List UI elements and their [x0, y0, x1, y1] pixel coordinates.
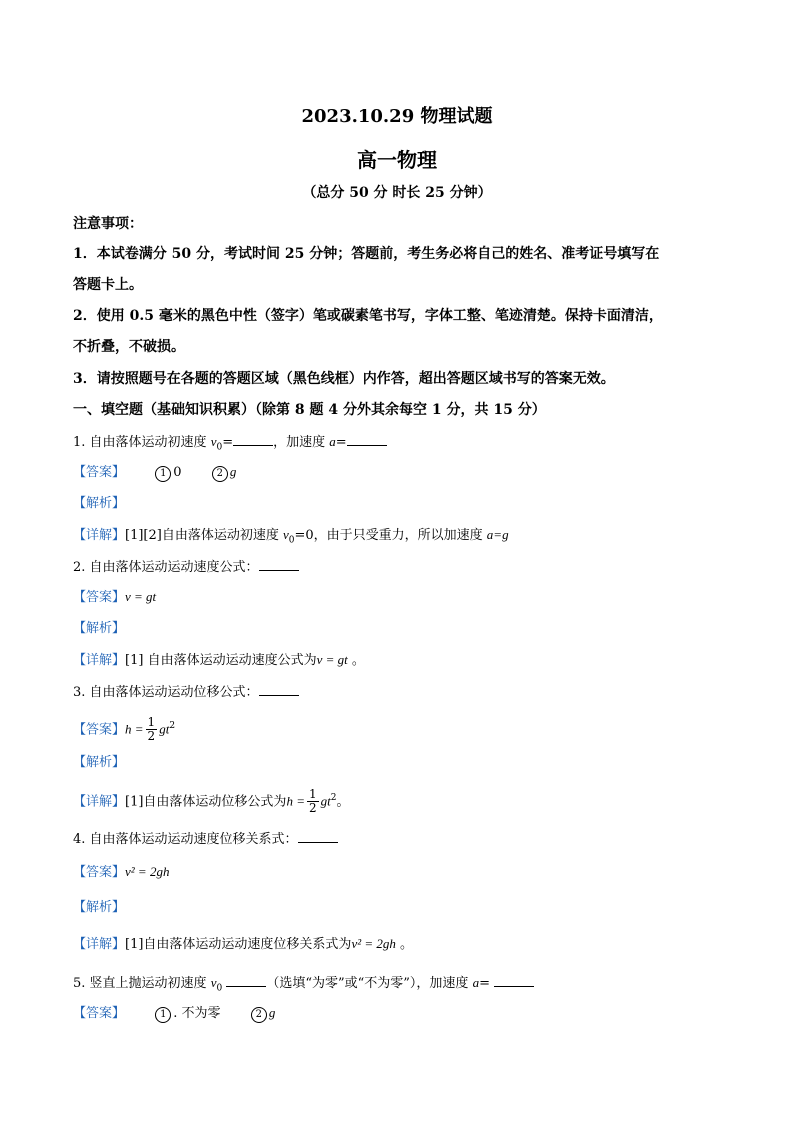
- analysis-tag: 【解析】: [73, 755, 126, 770]
- circled-number-icon: 1: [155, 1007, 171, 1023]
- answer-4: 【答案】v² = 2gh: [73, 864, 170, 880]
- answer-tag: 【答案】: [73, 865, 126, 880]
- notice-item: 答题卡上。: [73, 277, 143, 293]
- answer-blank[interactable]: [259, 556, 299, 571]
- detail-tag: 【详解】: [73, 794, 126, 810]
- question-2: 2. 自由落体运动运动速度公式：: [73, 556, 733, 578]
- answer-tag: 【答案】: [73, 590, 126, 605]
- circled-number-icon: 1: [155, 466, 171, 482]
- analysis-2: [73, 619, 733, 639]
- answer-blank[interactable]: [233, 431, 273, 446]
- answer-blank[interactable]: [494, 972, 534, 987]
- notice-item: 3．请按照题号在各题的答题区域（黑色线框）内作答，超出答题区域书写的答案无效。: [73, 371, 615, 387]
- answer-5: 【答案】 1 . 不为零 2 g: [73, 1005, 276, 1021]
- question-4: 4. 自由落体运动运动速度位移关系式：: [73, 828, 733, 850]
- fraction: $\frac{1}{2}$: [308, 787, 317, 816]
- answer-3: 【答案】h = $\frac{1}{2}$ $gt^2$: [73, 715, 176, 744]
- answer-blank[interactable]: [226, 972, 266, 987]
- question-3: 3. 自由落体运动运动位移公式：: [73, 681, 733, 703]
- answer-1: 【答案】 1 0 2 g: [73, 464, 237, 480]
- answer-tag: 【答案】: [73, 1006, 126, 1021]
- question-5: 5. 竖直上抛运动初速度 $v_0$ （选填“为零”或“不为零”），加速度 a=: [73, 972, 733, 999]
- section-heading: 一、填空题（基础知识积累）（除第 8 题 4 分外其余每空 1 分，共 15 分）: [73, 402, 546, 418]
- detail-tag: 【详解】: [73, 528, 126, 543]
- detail-3: 【详解】[1]自由落体运动位移公式为h = $\frac{1}{2}$ $gt^2$。: [73, 787, 350, 816]
- question-1: 1. 自由落体运动初速度 $v_0=$ ，加速度 a=: [73, 431, 733, 458]
- analysis-3: [73, 753, 733, 773]
- detail-tag: 【详解】: [73, 937, 126, 952]
- circled-number-icon: 2: [251, 1007, 267, 1023]
- fraction: $\frac{1}{2}$: [147, 715, 156, 744]
- detail-2: 【详解】[1] 自由落体运动运动速度公式为v = gt 。: [73, 652, 365, 668]
- detail-tag: 【详解】: [73, 653, 126, 668]
- analysis-tag: 【解析】: [73, 496, 126, 511]
- analysis-1: [73, 494, 733, 514]
- page-title: 2023.10.29 物理试题: [301, 106, 493, 127]
- answer-tag: 【答案】: [73, 465, 126, 480]
- page-subtitle: 高一物理: [357, 148, 437, 172]
- circled-number-icon: 2: [212, 466, 228, 482]
- notice-item: 2．使用 0.5 毫米的黑色中性（签字）笔或碳素笔书写，字体工整、笔迹清楚。保持卡面清洁，: [73, 308, 663, 324]
- analysis-tag: 【解析】: [73, 621, 126, 636]
- answer-blank[interactable]: [298, 828, 338, 843]
- notice-item: 1．本试卷满分 50 分，考试时间 25 分钟；答题前，考生务必将自己的姓名、准考证号填写在: [73, 246, 660, 262]
- answer-2: 【答案】v = gt: [73, 589, 157, 605]
- notice-item: 不折叠，不破损。: [73, 339, 185, 355]
- exam-meta: （总分 50 分 时长 25 分钟）: [302, 185, 492, 201]
- answer-blank[interactable]: [259, 681, 299, 696]
- detail-1: 【详解】[1][2]自由落体运动初速度 $v_0=0$，由于只受重力，所以加速度 a=g: [73, 527, 509, 546]
- analysis-tag: 【解析】: [73, 900, 126, 915]
- answer-blank[interactable]: [347, 431, 387, 446]
- answer-tag: 【答案】: [73, 722, 126, 738]
- detail-4: 【详解】[1]自由落体运动运动速度位移关系式为v² = 2gh 。: [73, 936, 414, 952]
- notice-heading: 注意事项：: [73, 216, 143, 232]
- analysis-4: [73, 898, 733, 918]
